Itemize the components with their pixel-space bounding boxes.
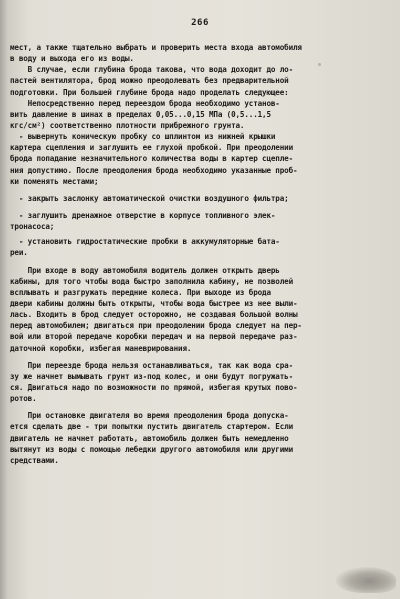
text-line: ся. Двигаться надо по возможности по прямой, избегая крутых пово- — [10, 382, 298, 392]
text-line: подготовки. При большей глубине брода надо проделать следующее: — [10, 87, 289, 97]
text-line: ется сделать две - три попытки пустить двигатель стартером. Если — [10, 422, 293, 432]
text-line: При переезде брода нельзя останавливаться, так как вода сра- — [10, 360, 293, 370]
text-line: вить давление в шинах в пределах 0,05...0,15 МПа (0,5...1,5 — [10, 109, 271, 119]
page-number: 266 — [191, 18, 209, 28]
print-speck — [318, 63, 321, 66]
text-line: При остановке двигателя во время преодоления брода допуска- — [10, 411, 289, 421]
text-line: ния допустимо. После преодоления брода необходимо указанные проб- — [10, 165, 298, 175]
text-line: двигатель не начнет работать, автомобиль должен быть немедленно — [10, 433, 289, 443]
text-line: - заглушить дренажное отверстие в корпусе топливного элек- — [10, 210, 276, 220]
text-line: тронасоса; — [10, 222, 55, 232]
print-speck — [205, 317, 207, 319]
text-line: брода попадание незначительного количества воды в картер сцепле- — [10, 154, 293, 164]
text-line: перед автомобилем; двигаться при преодолении брода следует на пер- — [10, 321, 302, 331]
body-text — [10, 42, 394, 466]
text-line: всплывать и разгружать передние колеса. При выходе из брода — [10, 287, 271, 297]
text-line: кгс/см²) соответственно плотности прибрежного грунта. — [10, 120, 245, 130]
text-line: ки поменять местами; — [10, 176, 99, 186]
text-line: пастей вентилятора, брод можно преодолевать без предварительной — [10, 76, 289, 86]
text-line: лась. Входить в брод следует осторожно, не создавая большой волны — [10, 310, 298, 320]
text-line: реи. — [10, 248, 28, 258]
text-line: картера сцепления и заглушить ее глухой пробкой. При преодолении — [10, 143, 293, 153]
text-line: даточной коробки, избегая маневрирования. — [10, 343, 192, 353]
text-line: вытянут из воды с помощью лебедки другого автомобиля или другими — [10, 444, 293, 454]
text-line: средствами. — [10, 455, 59, 465]
text-line: зу же начнет вымывать грунт из-под колес, и они будут погружать- — [10, 371, 293, 381]
text-line: в воду и выхода его из воды. — [10, 54, 134, 64]
text-line: - установить гидростатические пробки в аккумуляторные бата- — [10, 237, 280, 247]
text-line: вой или второй передаче коробки передач и на первой передаче раз- — [10, 332, 298, 342]
text-line: В случае, если глубина брода такова, что вода доходит до ло- — [10, 65, 293, 75]
corner-smudge — [336, 567, 396, 593]
text-line: кабины, для того чтобы вода быстро заполнила кабину, не позволей — [10, 276, 293, 286]
text-line: ротов. — [10, 394, 37, 404]
text-line: - закрыть заслонку автоматической очистки воздушного фильтра; — [10, 193, 289, 203]
text-line: Непосредственно перед переездом брода необходимо установ- — [10, 98, 280, 108]
text-line: мест, а также тщательно выбрать и проверить места входа автомобиля — [10, 43, 302, 52]
text-line: двери кабины должны быть открыты, чтобы вода быстрее из нее выли- — [10, 298, 298, 308]
text-line: - вывернуть коническую пробку со шплинтом из нижней крышки — [10, 132, 276, 142]
text-line: При входе в воду автомобиля водитель должен открыть дверь — [10, 265, 280, 275]
